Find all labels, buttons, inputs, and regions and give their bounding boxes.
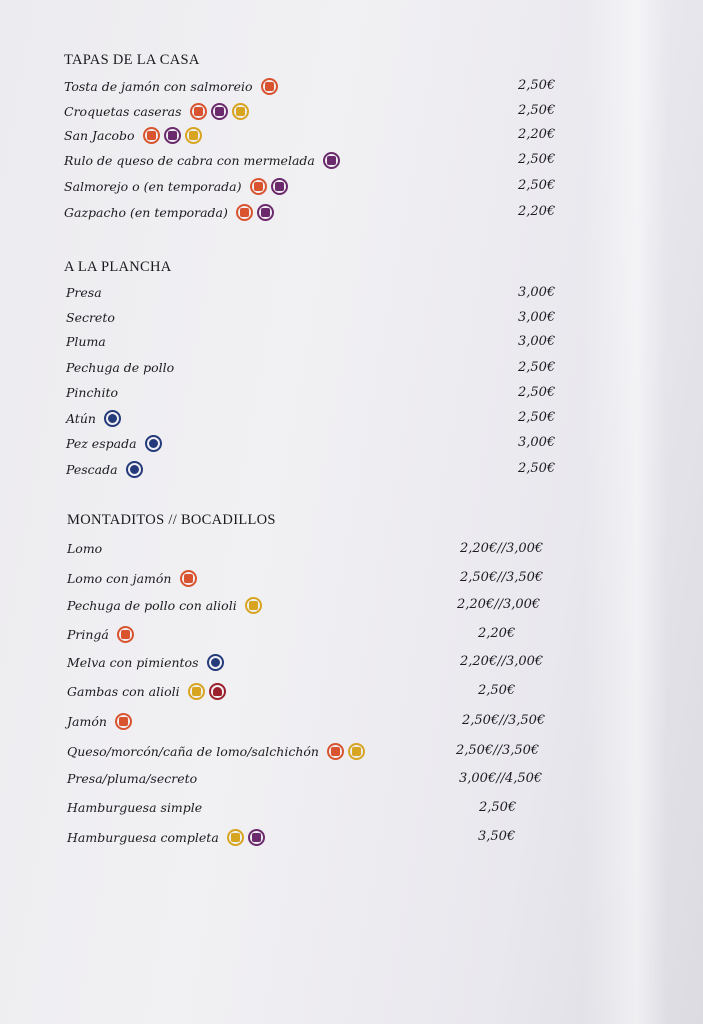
menu-item-price: 2,50€ [518, 360, 556, 375]
menu-item [67, 771, 201, 786]
egg-icon [188, 683, 205, 700]
fish-icon [145, 435, 162, 452]
section-heading: MONTADITOS // BOCADILLOS [67, 512, 276, 528]
gluten-icon [327, 743, 344, 760]
menu-item [67, 743, 365, 760]
fish-icon [207, 654, 224, 671]
menu-item-name: Pechuga de pollo [66, 360, 175, 375]
gluten-icon [250, 178, 267, 195]
menu-item-name: Secreto [66, 310, 115, 325]
menu-item-name: Jamón [67, 714, 107, 729]
milk-icon [211, 103, 228, 120]
gluten-icon [180, 570, 197, 587]
menu-item-price: 2,50€//3,50€ [456, 743, 540, 758]
menu-item-name: Pescada [66, 462, 118, 477]
menu-item-price: 2,50€ [518, 152, 556, 167]
menu-item-name: Gazpacho (en temporada) [64, 205, 228, 220]
menu-item-name: Croquetas caseras [64, 104, 182, 119]
menu-item-price: 2,50€ [518, 410, 556, 425]
milk-icon [257, 204, 274, 221]
menu-item [67, 570, 197, 587]
menu-item-price: 2,50€ [518, 461, 556, 476]
menu-item-price: 3,00€ [518, 334, 556, 349]
menu-item-name: Melva con pimientos [67, 655, 199, 670]
menu-item [66, 435, 162, 452]
milk-icon [164, 127, 181, 144]
fish-icon [104, 410, 121, 427]
menu-item-price: 2,50€//3,50€ [460, 570, 544, 585]
menu-item-price: 2,20€//3,00€ [457, 597, 541, 612]
menu-item [64, 152, 340, 169]
menu-item-price: 3,50€ [478, 829, 516, 844]
egg-icon [232, 103, 249, 120]
menu-item-name: Gambas con alioli [67, 684, 180, 699]
menu-item-price: 3,00€ [518, 310, 556, 325]
menu-item-price: 2,50€ [518, 103, 556, 118]
section-heading: TAPAS DE LA CASA [64, 52, 200, 68]
menu-item [64, 204, 274, 221]
menu-item [66, 410, 121, 427]
menu-item [64, 103, 249, 120]
menu-item [66, 310, 119, 325]
gluten-icon [117, 626, 134, 643]
menu-item-price: 2,50€//3,50€ [462, 713, 546, 728]
milk-icon [323, 152, 340, 169]
menu-item-name: Pechuga de pollo con alioli [67, 598, 237, 613]
menu-item-price: 3,00€ [518, 285, 556, 300]
menu-item-price: 3,00€ [518, 435, 556, 450]
menu-item [67, 541, 106, 556]
egg-icon [245, 597, 262, 614]
menu-item-name: Hamburguesa completa [67, 830, 219, 845]
menu-item-name: Pinchito [66, 385, 119, 400]
milk-icon [271, 178, 288, 195]
menu-item-name: Pez espada [66, 436, 137, 451]
menu-item-price: 2,20€//3,00€ [460, 654, 544, 669]
menu-item-name: Tosta de jamón con salmoreio [64, 79, 253, 94]
gluten-icon [261, 78, 278, 95]
menu-item-price: 2,20€ [518, 127, 556, 142]
gluten-icon [190, 103, 207, 120]
menu-item [67, 597, 262, 614]
menu-item [67, 626, 134, 643]
menu-item-price: 2,50€ [518, 178, 556, 193]
section-heading: A LA PLANCHA [64, 259, 172, 275]
menu-item-price: 2,20€ [478, 626, 516, 641]
menu-item-name: Atún [66, 411, 96, 426]
menu-item [67, 683, 226, 700]
menu-item-name: Rulo de queso de cabra con mermelada [64, 153, 315, 168]
milk-icon [248, 829, 265, 846]
menu-item [67, 713, 132, 730]
menu-item-name: Queso/morcón/caña de lomo/salchichón [67, 744, 319, 759]
menu-item-price: 2,20€ [518, 204, 556, 219]
menu-item-price: 2,50€ [479, 800, 517, 815]
menu-item-name: Pringá [67, 627, 109, 642]
egg-icon [348, 743, 365, 760]
menu-item [66, 461, 143, 478]
menu-item-price: 2,50€ [518, 78, 556, 93]
menu-item [66, 285, 106, 300]
menu-item-name: Presa/pluma/secreto [67, 771, 198, 786]
menu-item [66, 334, 110, 349]
fish-icon [126, 461, 143, 478]
menu-item-name: Hamburguesa simple [67, 800, 203, 815]
menu-item-name: Lomo [67, 541, 103, 556]
gluten-icon [143, 127, 160, 144]
menu-item [67, 829, 265, 846]
menu-item [64, 127, 202, 144]
egg-icon [185, 127, 202, 144]
menu-item-price: 2,50€ [478, 683, 516, 698]
menu-item [66, 360, 178, 375]
menu-item-price: 2,20€//3,00€ [460, 541, 544, 556]
menu-item-name: Pluma [66, 334, 106, 349]
crustacean-icon [209, 683, 226, 700]
menu-item [64, 178, 288, 195]
menu-item [64, 78, 278, 95]
menu-item-price: 3,00€//4,50€ [459, 771, 543, 786]
gluten-icon [115, 713, 132, 730]
menu-item [67, 800, 206, 815]
menu-item-name: Presa [66, 285, 102, 300]
gluten-icon [236, 204, 253, 221]
menu-item [67, 654, 224, 671]
menu-item-name: Lomo con jamón [67, 571, 172, 586]
menu-item [66, 385, 122, 400]
menu-item-name: San Jacobo [64, 128, 135, 143]
egg-icon [227, 829, 244, 846]
menu-item-price: 2,50€ [518, 385, 556, 400]
menu-item-name: Salmorejo o (en temporada) [64, 179, 242, 194]
